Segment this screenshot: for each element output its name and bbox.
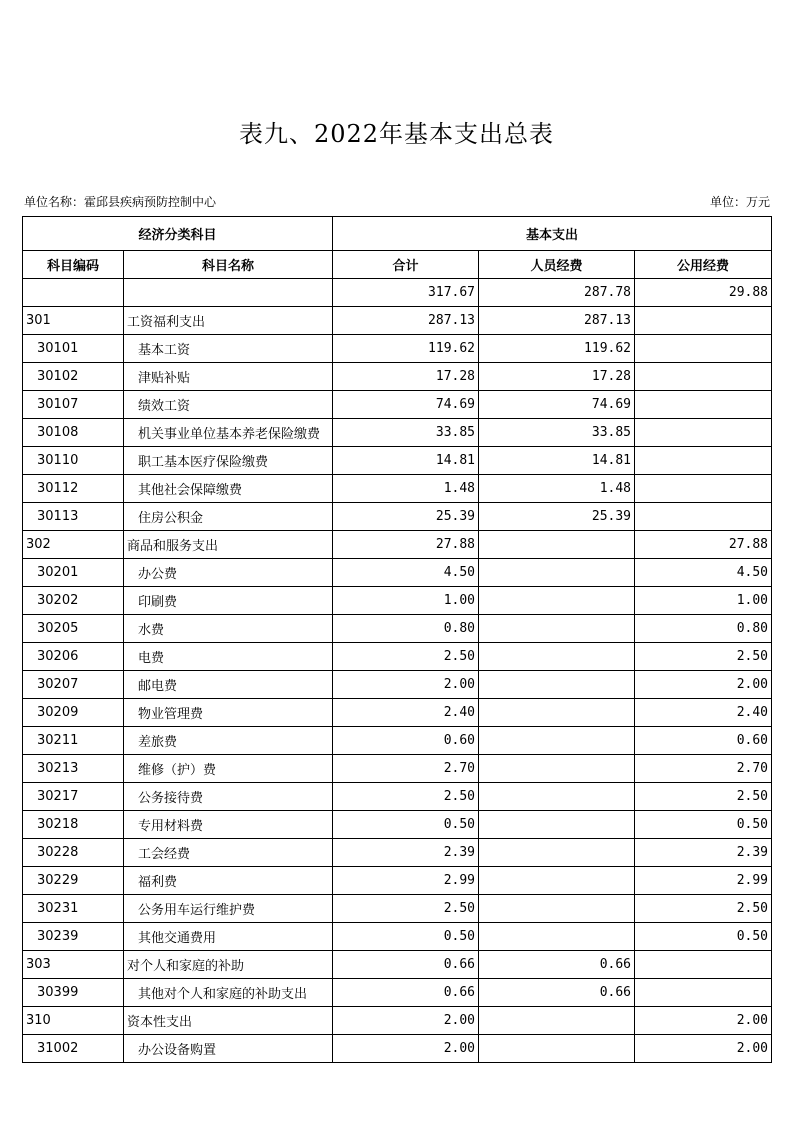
cell-total: 0.50 bbox=[333, 811, 479, 839]
cell-subject-name: 专用材料费 bbox=[124, 811, 333, 839]
cell-public: 4.50 bbox=[635, 559, 772, 587]
cell-public: 2.00 bbox=[635, 1007, 772, 1035]
cell-subject-code: 30201 bbox=[23, 559, 124, 587]
header-subject-name: 科目名称 bbox=[124, 251, 333, 279]
cell-subject-name: 差旅费 bbox=[124, 727, 333, 755]
page-title: 表九、2022年基本支出总表 bbox=[238, 120, 555, 148]
cell-subject-name: 邮电费 bbox=[124, 671, 333, 699]
cell-total: 317.67 bbox=[333, 279, 479, 307]
cell-total: 2.99 bbox=[333, 867, 479, 895]
cell-total: 287.13 bbox=[333, 307, 479, 335]
cell-personnel bbox=[479, 615, 635, 643]
cell-subject-code: 30218 bbox=[23, 811, 124, 839]
cell-subject-code: 30202 bbox=[23, 587, 124, 615]
cell-subject-name: 其他社会保障缴费 bbox=[124, 475, 333, 503]
cell-subject-name: 工资福利支出 bbox=[124, 307, 333, 335]
unit-label: 单位：万元 bbox=[709, 195, 770, 209]
table-row bbox=[23, 1007, 772, 1035]
cell-public: 0.50 bbox=[635, 811, 772, 839]
cell-personnel bbox=[479, 923, 635, 951]
cell-subject-code: 30112 bbox=[23, 475, 124, 503]
header-personnel: 人员经费 bbox=[479, 251, 635, 279]
cell-personnel: 74.69 bbox=[479, 391, 635, 419]
table-row bbox=[23, 475, 772, 503]
cell-total: 2.50 bbox=[333, 643, 479, 671]
budget-table bbox=[22, 216, 772, 1063]
table-row bbox=[23, 671, 772, 699]
cell-total: 0.60 bbox=[333, 727, 479, 755]
cell-personnel: 1.48 bbox=[479, 475, 635, 503]
table-row bbox=[23, 587, 772, 615]
cell-subject-code: 30205 bbox=[23, 615, 124, 643]
table-row bbox=[23, 559, 772, 587]
cell-public: 2.50 bbox=[635, 783, 772, 811]
cell-subject-name: 其他对个人和家庭的补助支出 bbox=[124, 979, 333, 1007]
cell-personnel bbox=[479, 1007, 635, 1035]
cell-subject-code: 30229 bbox=[23, 867, 124, 895]
cell-public bbox=[635, 307, 772, 335]
table-row bbox=[23, 727, 772, 755]
cell-total: 119.62 bbox=[333, 335, 479, 363]
table-row bbox=[23, 923, 772, 951]
cell-personnel bbox=[479, 643, 635, 671]
cell-subject-code: 30231 bbox=[23, 895, 124, 923]
cell-subject-name: 其他交通费用 bbox=[124, 923, 333, 951]
cell-total: 2.39 bbox=[333, 839, 479, 867]
cell-subject-code: 30107 bbox=[23, 391, 124, 419]
cell-personnel: 17.28 bbox=[479, 363, 635, 391]
cell-subject-code: 30102 bbox=[23, 363, 124, 391]
cell-subject-name: 商品和服务支出 bbox=[124, 531, 333, 559]
header-total: 合计 bbox=[333, 251, 479, 279]
cell-personnel: 287.78 bbox=[479, 279, 635, 307]
cell-public bbox=[635, 979, 772, 1007]
cell-subject-name: 资本性支出 bbox=[124, 1007, 333, 1035]
cell-subject-code: 30209 bbox=[23, 699, 124, 727]
header-economic-category: 经济分类科目 bbox=[23, 217, 333, 251]
header-column-row bbox=[23, 251, 772, 279]
cell-personnel bbox=[479, 783, 635, 811]
table-row bbox=[23, 951, 772, 979]
table-row bbox=[23, 279, 772, 307]
cell-total: 2.00 bbox=[333, 1035, 479, 1063]
cell-personnel bbox=[479, 839, 635, 867]
cell-subject-code: 302 bbox=[23, 531, 124, 559]
table-row bbox=[23, 867, 772, 895]
cell-subject-name: 维修（护）费 bbox=[124, 755, 333, 783]
cell-subject-code: 30213 bbox=[23, 755, 124, 783]
cell-public bbox=[635, 447, 772, 475]
table-row bbox=[23, 419, 772, 447]
table-row bbox=[23, 447, 772, 475]
cell-total: 14.81 bbox=[333, 447, 479, 475]
cell-subject-name: 公务用车运行维护费 bbox=[124, 895, 333, 923]
cell-public: 2.00 bbox=[635, 1035, 772, 1063]
cell-subject-code: 30101 bbox=[23, 335, 124, 363]
cell-personnel: 14.81 bbox=[479, 447, 635, 475]
cell-personnel bbox=[479, 559, 635, 587]
cell-total: 2.50 bbox=[333, 895, 479, 923]
cell-public bbox=[635, 391, 772, 419]
cell-public bbox=[635, 503, 772, 531]
cell-subject-name: 水费 bbox=[124, 615, 333, 643]
cell-subject-code: 30217 bbox=[23, 783, 124, 811]
cell-subject-code: 301 bbox=[23, 307, 124, 335]
cell-public: 0.80 bbox=[635, 615, 772, 643]
cell-subject-name: 办公费 bbox=[124, 559, 333, 587]
cell-total: 1.00 bbox=[333, 587, 479, 615]
cell-subject-name: 办公设备购置 bbox=[124, 1035, 333, 1063]
cell-total: 2.50 bbox=[333, 783, 479, 811]
cell-total: 0.66 bbox=[333, 951, 479, 979]
cell-subject-name: 住房公积金 bbox=[124, 503, 333, 531]
cell-subject-name: 福利费 bbox=[124, 867, 333, 895]
table-row bbox=[23, 811, 772, 839]
cell-subject-name: 工会经费 bbox=[124, 839, 333, 867]
cell-public: 2.00 bbox=[635, 671, 772, 699]
cell-personnel bbox=[479, 699, 635, 727]
table-row bbox=[23, 783, 772, 811]
table-row bbox=[23, 979, 772, 1007]
cell-subject-code: 30206 bbox=[23, 643, 124, 671]
cell-personnel bbox=[479, 1035, 635, 1063]
cell-public: 2.70 bbox=[635, 755, 772, 783]
cell-subject-code: 30108 bbox=[23, 419, 124, 447]
cell-subject-code: 30110 bbox=[23, 447, 124, 475]
cell-public: 2.99 bbox=[635, 867, 772, 895]
cell-public: 27.88 bbox=[635, 531, 772, 559]
cell-total: 1.48 bbox=[333, 475, 479, 503]
cell-subject-name: 机关事业单位基本养老保险缴费 bbox=[124, 419, 333, 447]
cell-public: 2.40 bbox=[635, 699, 772, 727]
header-public: 公用经费 bbox=[635, 251, 772, 279]
cell-public: 2.39 bbox=[635, 839, 772, 867]
table-row bbox=[23, 699, 772, 727]
cell-personnel bbox=[479, 811, 635, 839]
cell-total: 2.00 bbox=[333, 1007, 479, 1035]
cell-personnel bbox=[479, 727, 635, 755]
cell-public: 29.88 bbox=[635, 279, 772, 307]
cell-public bbox=[635, 335, 772, 363]
table-row bbox=[23, 391, 772, 419]
cell-subject-code: 30211 bbox=[23, 727, 124, 755]
table-row bbox=[23, 531, 772, 559]
cell-subject-name: 职工基本医疗保险缴费 bbox=[124, 447, 333, 475]
table-row bbox=[23, 1035, 772, 1063]
cell-public bbox=[635, 363, 772, 391]
cell-subject-name: 基本工资 bbox=[124, 335, 333, 363]
cell-total: 74.69 bbox=[333, 391, 479, 419]
table-row bbox=[23, 307, 772, 335]
cell-subject-code bbox=[23, 279, 124, 307]
cell-total: 2.40 bbox=[333, 699, 479, 727]
table-row bbox=[23, 895, 772, 923]
cell-personnel: 287.13 bbox=[479, 307, 635, 335]
cell-personnel: 33.85 bbox=[479, 419, 635, 447]
cell-public: 1.00 bbox=[635, 587, 772, 615]
cell-personnel bbox=[479, 671, 635, 699]
cell-subject-name: 印刷费 bbox=[124, 587, 333, 615]
cell-subject-name: 津贴补贴 bbox=[124, 363, 333, 391]
cell-subject-code: 30228 bbox=[23, 839, 124, 867]
unit-name: 单位名称：霍邱县疾病预防控制中心 bbox=[24, 195, 217, 209]
cell-public: 0.50 bbox=[635, 923, 772, 951]
table-header bbox=[23, 217, 772, 279]
header-subject-code: 科目编码 bbox=[23, 251, 124, 279]
cell-subject-code: 30113 bbox=[23, 503, 124, 531]
cell-total: 0.50 bbox=[333, 923, 479, 951]
cell-total: 27.88 bbox=[333, 531, 479, 559]
table-row bbox=[23, 503, 772, 531]
table-row bbox=[23, 755, 772, 783]
table-row bbox=[23, 839, 772, 867]
cell-subject-name bbox=[124, 279, 333, 307]
cell-personnel bbox=[479, 587, 635, 615]
cell-subject-code: 310 bbox=[23, 1007, 124, 1035]
cell-personnel bbox=[479, 895, 635, 923]
cell-personnel: 0.66 bbox=[479, 951, 635, 979]
cell-public: 0.60 bbox=[635, 727, 772, 755]
cell-subject-code: 30239 bbox=[23, 923, 124, 951]
cell-subject-code: 30207 bbox=[23, 671, 124, 699]
cell-total: 0.80 bbox=[333, 615, 479, 643]
cell-personnel bbox=[479, 531, 635, 559]
cell-personnel: 0.66 bbox=[479, 979, 635, 1007]
cell-public bbox=[635, 475, 772, 503]
cell-personnel: 25.39 bbox=[479, 503, 635, 531]
cell-public bbox=[635, 951, 772, 979]
cell-subject-name: 电费 bbox=[124, 643, 333, 671]
cell-personnel bbox=[479, 867, 635, 895]
cell-total: 2.70 bbox=[333, 755, 479, 783]
cell-subject-name: 物业管理费 bbox=[124, 699, 333, 727]
cell-total: 17.28 bbox=[333, 363, 479, 391]
cell-subject-code: 303 bbox=[23, 951, 124, 979]
cell-subject-code: 31002 bbox=[23, 1035, 124, 1063]
table-row bbox=[23, 615, 772, 643]
cell-personnel: 119.62 bbox=[479, 335, 635, 363]
table-row bbox=[23, 335, 772, 363]
cell-subject-name: 公务接待费 bbox=[124, 783, 333, 811]
cell-total: 0.66 bbox=[333, 979, 479, 1007]
cell-subject-code: 30399 bbox=[23, 979, 124, 1007]
cell-public bbox=[635, 419, 772, 447]
cell-total: 33.85 bbox=[333, 419, 479, 447]
table-row bbox=[23, 643, 772, 671]
header-group-row bbox=[23, 217, 772, 251]
cell-subject-name: 对个人和家庭的补助 bbox=[124, 951, 333, 979]
cell-personnel bbox=[479, 755, 635, 783]
cell-total: 25.39 bbox=[333, 503, 479, 531]
cell-total: 2.00 bbox=[333, 671, 479, 699]
cell-public: 2.50 bbox=[635, 895, 772, 923]
table-body bbox=[23, 279, 772, 1063]
table-row bbox=[23, 363, 772, 391]
cell-public: 2.50 bbox=[635, 643, 772, 671]
header-basic-expenditure: 基本支出 bbox=[333, 217, 772, 251]
cell-total: 4.50 bbox=[333, 559, 479, 587]
cell-subject-name: 绩效工资 bbox=[124, 391, 333, 419]
